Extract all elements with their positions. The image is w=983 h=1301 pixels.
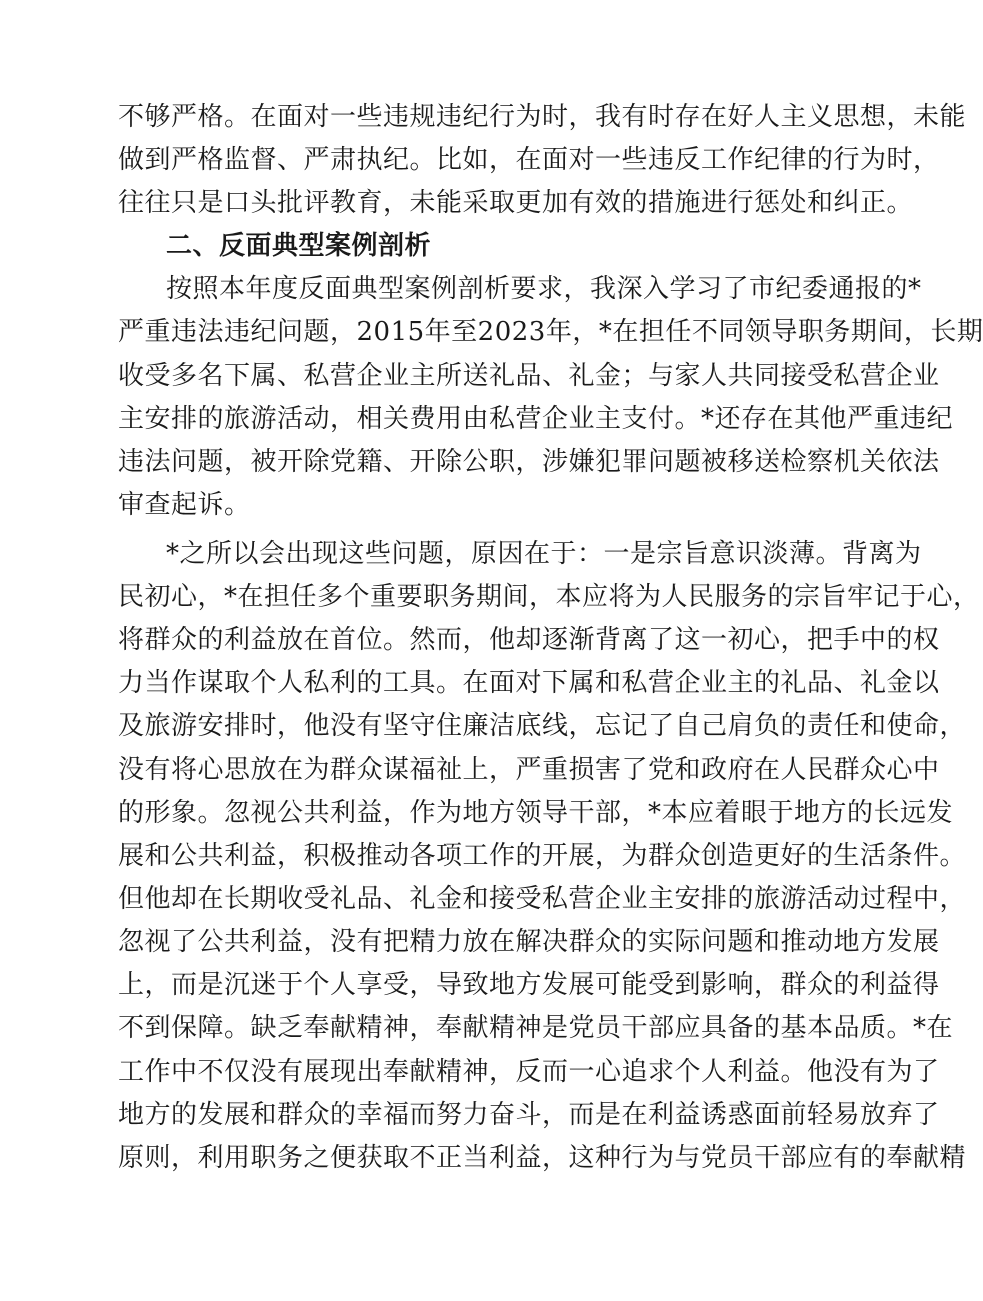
paragraph-line: 严重违法违纪问题，2015年至2023年，*在担任不同领导职务期间，长期 xyxy=(118,317,983,347)
paragraph-line: 按照本年度反面典型案例剖析要求，我深入学习了市纪委通报的* xyxy=(166,274,922,304)
paragraph-line: 审查起诉。 xyxy=(118,490,251,520)
paragraph-line: 展和公共利益，积极推动各项工作的开展，为群众创造更好的生活条件。 xyxy=(118,841,967,871)
paragraph-line: 做到严格监督、严肃执纪。比如，在面对一些违反工作纪律的行为时， xyxy=(118,145,940,175)
paragraph-line: 上，而是沉迷于个人享受，导致地方发展可能受到影响，群众的利益得 xyxy=(118,970,940,1000)
paragraph-line: 及旅游安排时，他没有坚守住廉洁底线，忘记了自己肩负的责任和使命， xyxy=(118,711,967,741)
paragraph-line: 收受多名下属、私营企业主所送礼品、礼金；与家人共同接受私营企业 xyxy=(118,361,940,391)
paragraph-line: 主安排的旅游活动，相关费用由私营企业主支付。*还存在其他严重违纪 xyxy=(118,404,954,434)
paragraph-line: 地方的发展和群众的幸福而努力奋斗，而是在利益诱惑面前轻易放弃了 xyxy=(118,1100,940,1130)
paragraph-line: 不够严格。在面对一些违规违纪行为时，我有时存在好人主义思想，未能 xyxy=(118,102,967,132)
paragraph-line: 工作中不仅没有展现出奉献精神，反而一心追求个人利益。他没有为了 xyxy=(118,1057,940,1087)
paragraph-line: *之所以会出现这些问题，原因在于：一是宗旨意识淡薄。背离为 xyxy=(166,539,922,569)
paragraph-line: 的形象。忽视公共利益，作为地方领导干部，*本应着眼于地方的长远发 xyxy=(118,798,954,828)
paragraph-line: 往往只是口头批评教育，未能采取更加有效的措施进行惩处和纠正。 xyxy=(118,188,914,218)
paragraph-line: 民初心，*在担任多个重要职务期间，本应将为人民服务的宗旨牢记于心， xyxy=(118,582,980,612)
paragraph-line: 忽视了公共利益，没有把精力放在解决群众的实际问题和推动地方发展 xyxy=(118,927,940,957)
paragraph-line: 但他却在长期收受礼品、礼金和接受私营企业主安排的旅游活动过程中， xyxy=(118,884,967,914)
paragraph-line: 没有将心思放在为群众谋福祉上，严重损害了党和政府在人民群众心中 xyxy=(118,755,940,785)
paragraph-line: 违法问题，被开除党籍、开除公职，涉嫌犯罪问题被移送检察机关依法 xyxy=(118,447,940,477)
paragraph-line: 将群众的利益放在首位。然而，他却逐渐背离了这一初心，把手中的权 xyxy=(118,625,940,655)
paragraph-line: 不到保障。缺乏奉献精神，奉献精神是党员干部应具备的基本品质。*在 xyxy=(118,1013,954,1043)
section-heading: 二、反面典型案例剖析 xyxy=(166,231,432,261)
paragraph-line: 力当作谋取个人私利的工具。在面对下属和私营企业主的礼品、礼金以 xyxy=(118,668,940,698)
paragraph-line: 原则，利用职务之便获取不正当利益，这种行为与党员干部应有的奉献精 xyxy=(118,1143,967,1173)
